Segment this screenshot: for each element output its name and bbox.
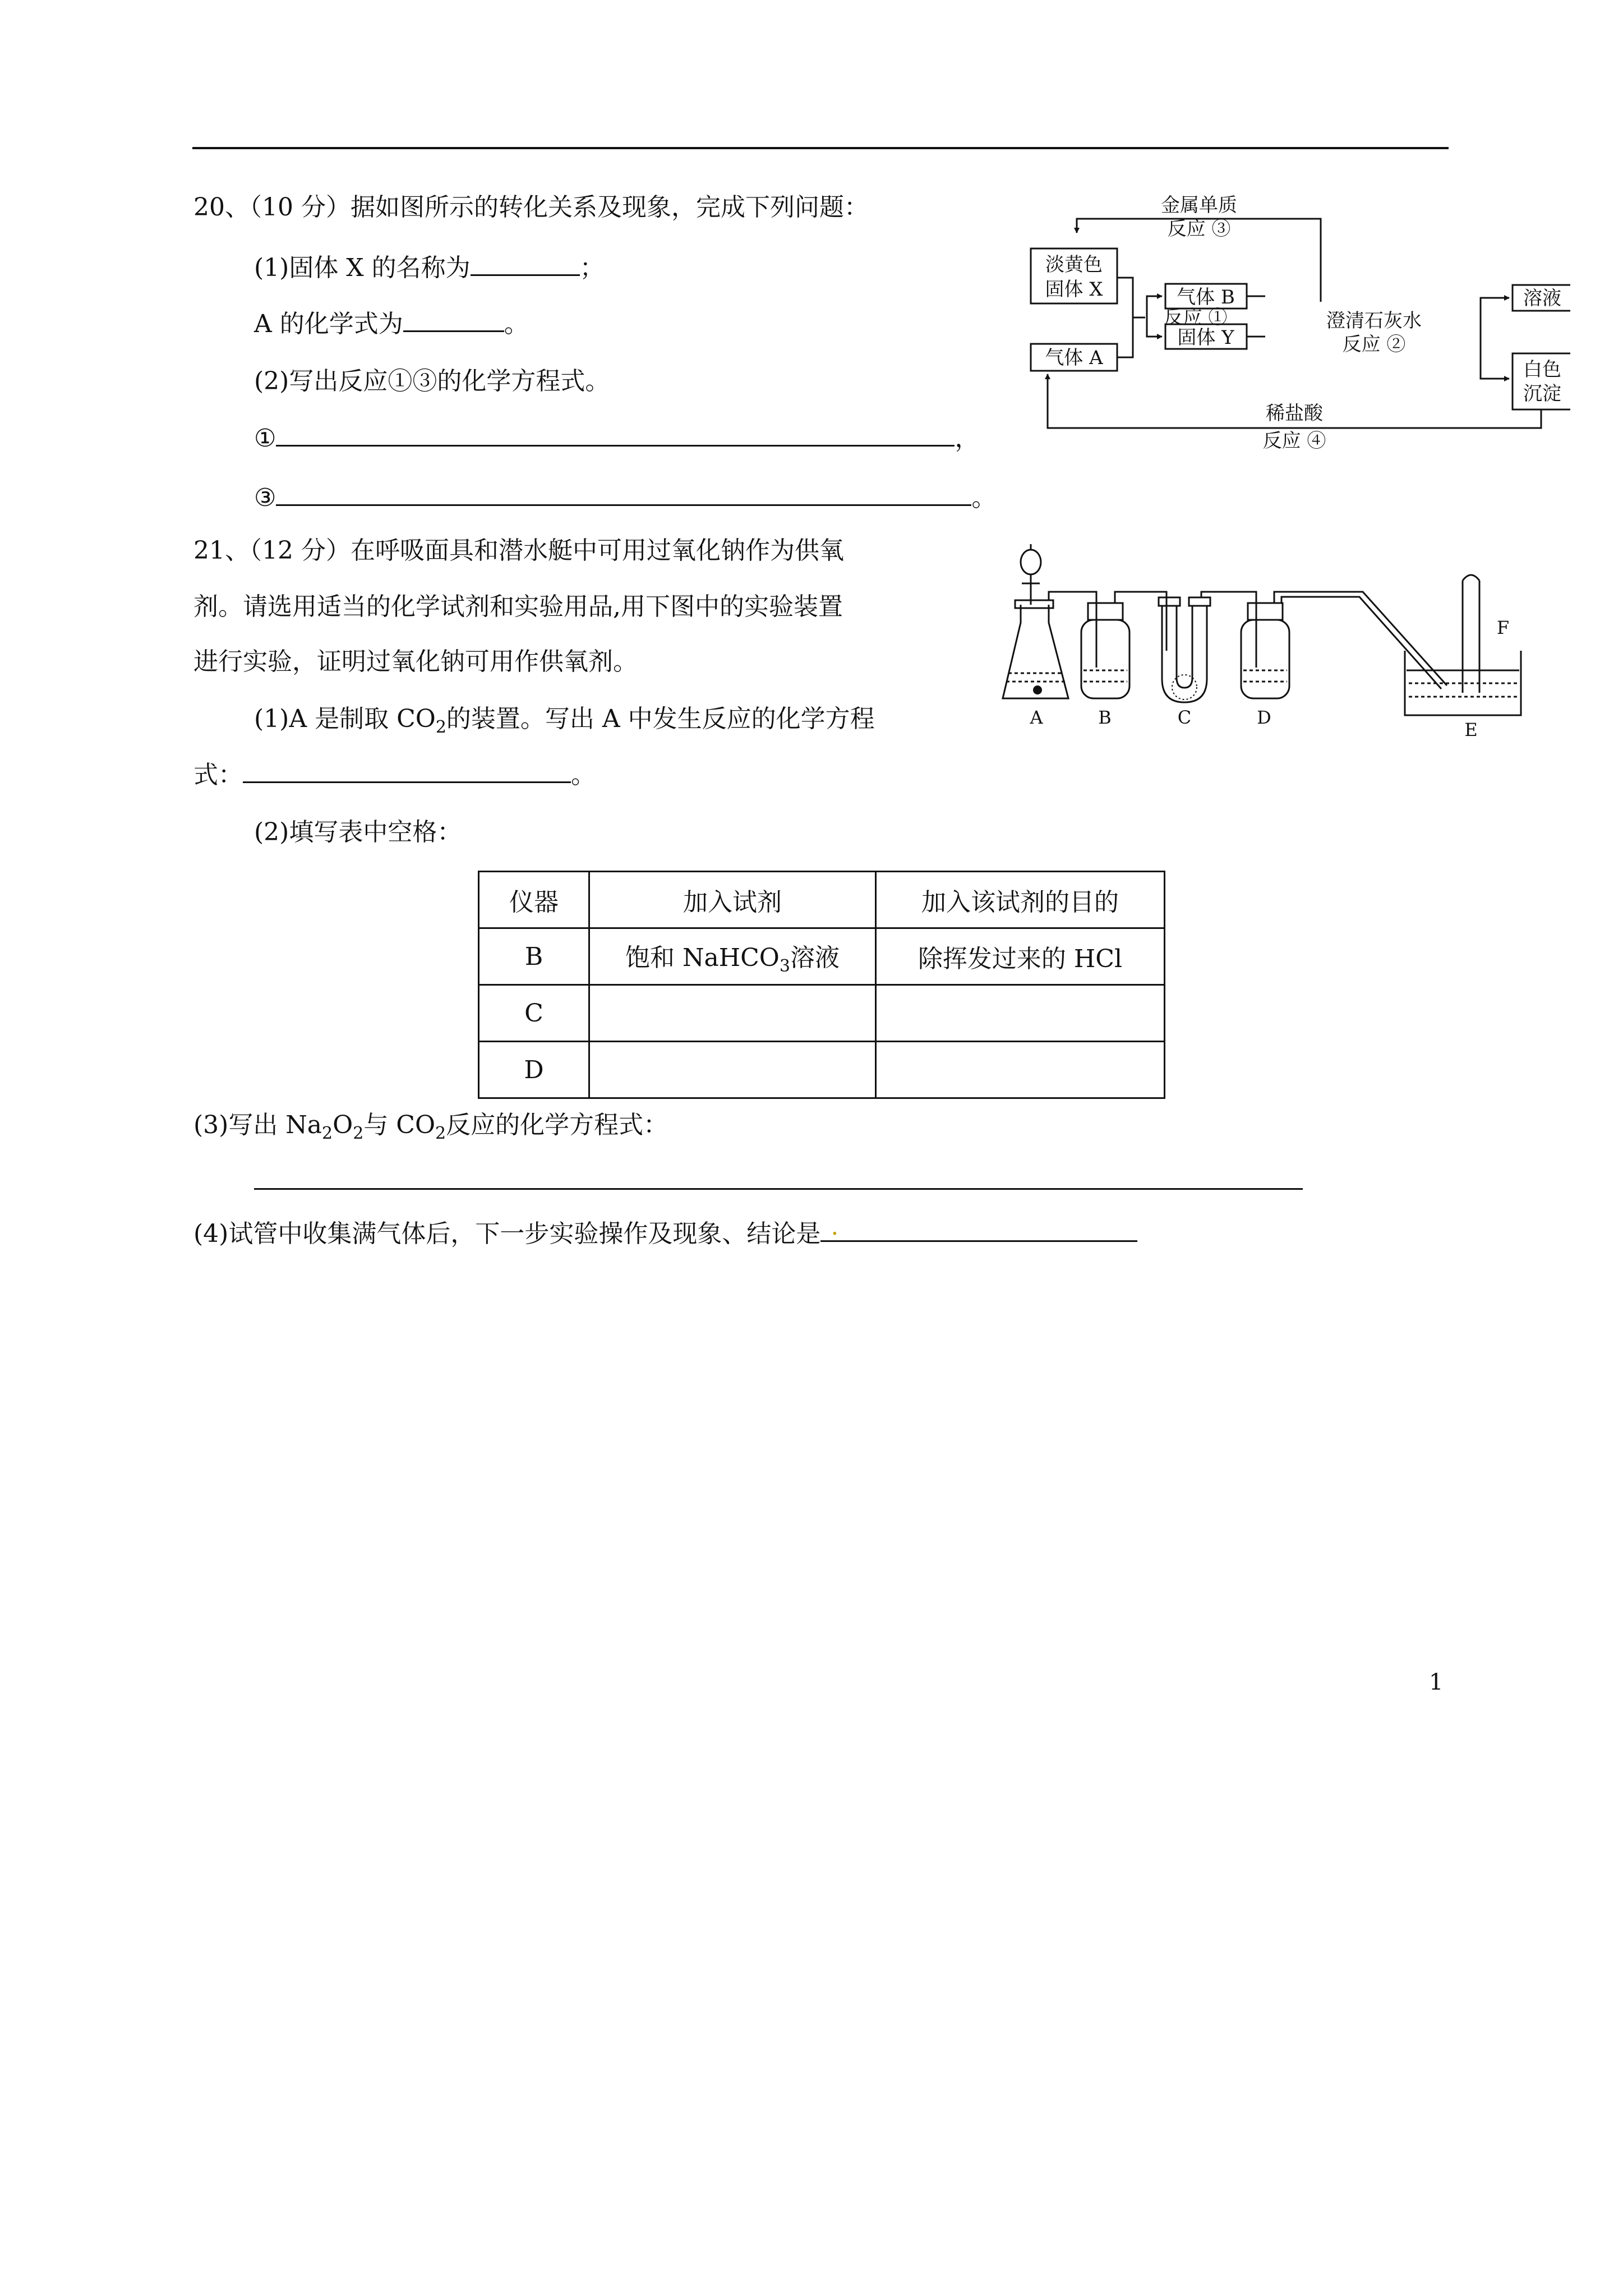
label-precip-1: 白色	[1523, 358, 1561, 381]
q20-eq3-line	[254, 481, 996, 515]
q21-part2: (2)填写表中空格：	[254, 818, 462, 846]
page-number: 1	[1429, 1669, 1444, 1695]
apparatus-label-c: C	[1177, 707, 1192, 728]
label-solid-y: 固体 Y	[1177, 326, 1234, 349]
label-solid-x-1: 淡黄色	[1045, 254, 1103, 276]
q20-part1b-prefix: A 的化学式为	[254, 310, 403, 338]
table-cell-purpose-blank[interactable]	[876, 1042, 1165, 1098]
q21-p3-sub1: 2	[322, 1123, 333, 1143]
table-cell-reagent-blank[interactable]	[589, 985, 876, 1042]
q20-part1-suffix: ；	[579, 254, 605, 282]
equation-1-blank[interactable]	[276, 422, 955, 447]
label-metal-simple: 金属单质	[1161, 194, 1237, 217]
label-reaction-1: 反应 ①	[1164, 306, 1228, 329]
table-header-row	[479, 872, 1165, 928]
q21-p3-b: O	[333, 1111, 353, 1139]
q21-p1-sub: 2	[435, 717, 446, 737]
apparatus-label-d: D	[1257, 707, 1271, 728]
label-reaction-3: 反应 ③	[1167, 218, 1231, 240]
label-dilute-hcl: 稀盐酸	[1266, 402, 1323, 425]
q21-p1-end: 。	[571, 761, 596, 789]
label-reaction-2: 反应 ②	[1342, 333, 1406, 356]
q20-eq1-suffix: ，	[955, 424, 980, 453]
table-cell-reagent-blank[interactable]	[589, 1042, 876, 1098]
reagent-text: 饱和 NaHCO	[625, 943, 780, 972]
q20-eq1-line	[254, 422, 979, 455]
q21-p4-dot: .	[831, 1212, 839, 1241]
table-row	[479, 1042, 1165, 1098]
label-solution: 溶液	[1523, 287, 1561, 310]
q21-p3-sub2: 2	[353, 1123, 364, 1143]
formula-a-blank[interactable]	[403, 308, 504, 332]
table-cell-instrument: D	[479, 1042, 589, 1098]
q21-line1: 21、（12 分）在呼吸面具和潜水艇中可用过氧化钠作为供氧	[193, 536, 844, 565]
q21-p1-a: (1)A 是制取 CO	[254, 705, 436, 733]
label-gas-b: 气体 B	[1177, 286, 1235, 309]
q21-p3-a: (3)写出 Na	[193, 1111, 322, 1139]
table-cell-purpose-blank[interactable]	[876, 985, 1165, 1042]
equation-a-blank[interactable]	[243, 759, 571, 783]
q21-p3-c: 与 CO	[363, 1111, 436, 1139]
q21-part4-line	[193, 1212, 1137, 1251]
q20-part1-line	[254, 251, 605, 285]
q21-p4-text: (4)试管中收集满气体后，下一步实验操作及现象、结论是	[193, 1220, 821, 1248]
solid-x-name-blank[interactable]	[471, 252, 580, 276]
label-gas-a: 气体 A	[1045, 347, 1103, 369]
equation-na2o2-blank[interactable]	[254, 1188, 1303, 1190]
table-header-reagent: 加入试剂	[589, 872, 876, 928]
apparatus-label-b: B	[1098, 707, 1112, 728]
conclusion-blank[interactable]	[820, 1212, 1137, 1242]
q20-eq1-label: ①	[254, 424, 276, 453]
q21-part1-cont	[193, 758, 596, 792]
apparatus-diagram	[998, 539, 1537, 740]
table-cell-reagent	[589, 928, 876, 985]
label-reaction-4: 反应 ④	[1262, 430, 1326, 452]
q21-line2: 剂。请选用适当的化学试剂和实验用品,用下图中的实验装置	[193, 592, 843, 621]
q20-part2: (2)写出反应①③的化学方程式。	[254, 367, 610, 395]
table-cell-instrument: C	[479, 985, 589, 1042]
q21-p1-c: 式：	[193, 761, 243, 789]
equation-3-blank[interactable]	[276, 482, 971, 506]
q20-part1b-suffix: 。	[504, 310, 529, 338]
table-row	[479, 985, 1165, 1042]
reagent-text-2: 溶液	[790, 943, 840, 972]
table-cell-purpose: 除挥发过来的 HCl	[876, 928, 1165, 985]
header-rule	[192, 147, 1449, 149]
q20-part1-prefix: (1)固体 X 的名称为	[254, 254, 471, 282]
table-row	[479, 928, 1165, 985]
q20-eq3-suffix: 。	[971, 484, 997, 512]
reagent-table	[478, 871, 1165, 1099]
apparatus-label-a: A	[1030, 707, 1043, 728]
apparatus-label-e: E	[1464, 719, 1478, 740]
table-cell-instrument: B	[479, 928, 589, 985]
q21-p3-d: 反应的化学方程式：	[446, 1111, 668, 1139]
q20-eq3-label: ③	[254, 484, 276, 512]
q21-p1-b: 的装置。写出 A 中发生反应的化学方程	[446, 705, 875, 733]
apparatus-label-f: F	[1496, 617, 1510, 638]
table-header-purpose: 加入该试剂的目的	[876, 872, 1165, 928]
reagent-sub: 3	[779, 956, 790, 976]
label-limewater: 澄清石灰水	[1326, 310, 1422, 332]
q21-part3-line	[193, 1108, 668, 1151]
label-precip-2: 沉淀	[1523, 383, 1561, 405]
q20-header: 20、（10 分）据如图所示的转化关系及现象，完成下列问题：	[193, 193, 869, 222]
q21-line3: 进行实验，证明过氧化钠可用作供氧剂。	[193, 647, 638, 676]
q20-part1b-line	[254, 307, 529, 341]
conversion-flow-diagram	[1021, 194, 1570, 457]
q21-part1-line	[254, 702, 875, 744]
q21-p3-sub3: 2	[435, 1123, 446, 1143]
table-header-instrument: 仪器	[479, 872, 589, 928]
label-solid-x-2: 固体 X	[1045, 278, 1103, 301]
